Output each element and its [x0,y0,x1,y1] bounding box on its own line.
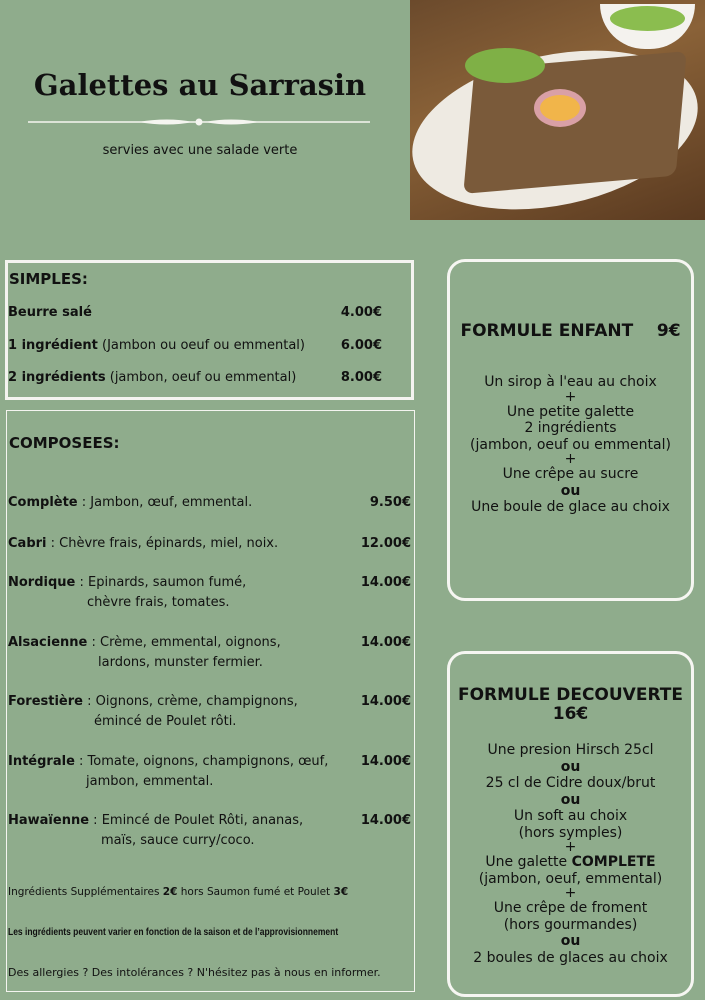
item-desc: : Crème, emmental, oignons, [87,635,281,650]
item-desc: : Tomate, oignons, champignons, œuf, [74,754,329,769]
simples-item [8,368,296,388]
subtitle: servies avec une salade verte [102,143,298,158]
item-name: Cabri [8,536,47,551]
item-price: 12.00€ [360,536,411,551]
composee-item [8,692,298,712]
formule-enfant-card [447,259,694,601]
ornament-divider [28,116,370,128]
formule-line: (jambon, oeuf, emmental) [478,870,663,887]
formule-line: Une crêpe de froment [493,900,648,916]
item-name: Hawaïenne [8,813,90,828]
item-desc: : Jambon, œuf, emmental. [77,495,253,510]
item-name: Nordique [8,575,76,590]
formule-line: Une galette COMPLETE [485,854,656,870]
item-desc: : Epinards, saumon fumé, [75,575,247,590]
item-desc-cont: jambon, emmental. [86,774,214,789]
item-desc-cont: émincé de Poulet rôti. [94,714,237,729]
item-name: Intégrale [8,754,75,769]
formule-line: Une presion Hirsch 25cl [487,742,654,758]
item-desc: (Jambon ou oeuf ou emmental) [97,338,305,353]
item-desc-cont: lardons, munster fermier. [98,655,263,670]
item-desc-cont: maïs, sauce curry/coco. [101,833,255,848]
supplement-note: Ingrédients Supplémentaires 2€ hors Saumon fumé et Poulet 3€ [8,886,349,898]
formule-line: + [564,839,577,855]
formule-line: + [564,451,577,467]
formule-line: Un sirop à l'eau au choix [484,374,657,390]
item-desc: : Oignons, crème, champignons, [82,694,298,709]
formule-decouverte-title: FORMULE DECOUVERTE [457,685,683,705]
formule-line: ou [560,791,581,808]
item-name: 1 ingrédient [8,338,98,353]
item-price: 9.50€ [369,495,411,510]
formule-line: Une crêpe au sucre [502,466,639,482]
composee-item [8,534,278,554]
item-name: Alsacienne [8,635,88,650]
item-name: Forestière [8,694,83,709]
galette-photo [410,0,705,220]
page-title: Galettes au Sarrasin [33,68,367,102]
formule-line: ou [560,482,581,499]
formule-decouverte-card [447,651,694,997]
formule-decouverte-price: 16€ [552,704,589,724]
allergy-note: Des allergies ? Des intolérances ? N'hésitez pas à nous en informer. [8,966,381,979]
item-price: 8.00€ [340,370,382,385]
composee-item [8,633,281,653]
item-price: 14.00€ [360,694,411,709]
composee-item [8,573,246,593]
formule-line: 25 cl de Cidre doux/brut [485,775,656,791]
formule-line: ou [560,933,581,949]
composees-heading: COMPOSEES: [9,434,120,452]
simples-item [8,303,92,323]
item-desc: : Chèvre frais, épinards, miel, noix. [46,536,279,551]
item-desc-cont: chèvre frais, tomates. [87,595,230,610]
formule-line: 2 boules de glaces au choix [473,949,668,966]
variation-note: Les ingrédients peuvent varier en fonction de la saison et de l’approvisionnement [8,927,339,938]
formule-line: (jambon, oeuf ou emmental) [470,436,671,453]
item-name: 2 ingrédients [8,370,106,385]
item-price: 14.00€ [360,635,411,650]
formule-line: Une boule de glace au choix [471,499,670,515]
item-price: 14.00€ [360,575,411,590]
item-name: Complète [8,495,78,510]
formule-line: (hors gourmandes) [503,916,638,933]
formule-line: + [564,885,577,901]
formule-line: 2 ingrédients [524,420,617,436]
formule-line: Une petite galette [506,403,635,420]
formule-line: ou [560,758,581,775]
item-desc: : Emincé de Poulet Rôti, ananas, [89,813,304,828]
simples-item [8,336,305,356]
composee-item [8,752,328,772]
item-price: 6.00€ [340,338,382,353]
formule-line: + [564,388,577,405]
simples-heading: SIMPLES: [9,270,88,288]
composee-item [8,493,252,513]
item-price: 4.00€ [340,305,382,320]
composee-item [8,811,303,831]
formule-line: (hors symples) [518,824,623,841]
item-desc: (jambon, oeuf ou emmental) [105,370,297,385]
formule-line: Un soft au choix [513,808,628,824]
item-name: Beurre salé [8,305,92,320]
item-price: 14.00€ [360,754,411,769]
formule-enfant-title: FORMULE ENFANT 9€ [460,321,681,341]
item-price: 14.00€ [360,813,411,828]
